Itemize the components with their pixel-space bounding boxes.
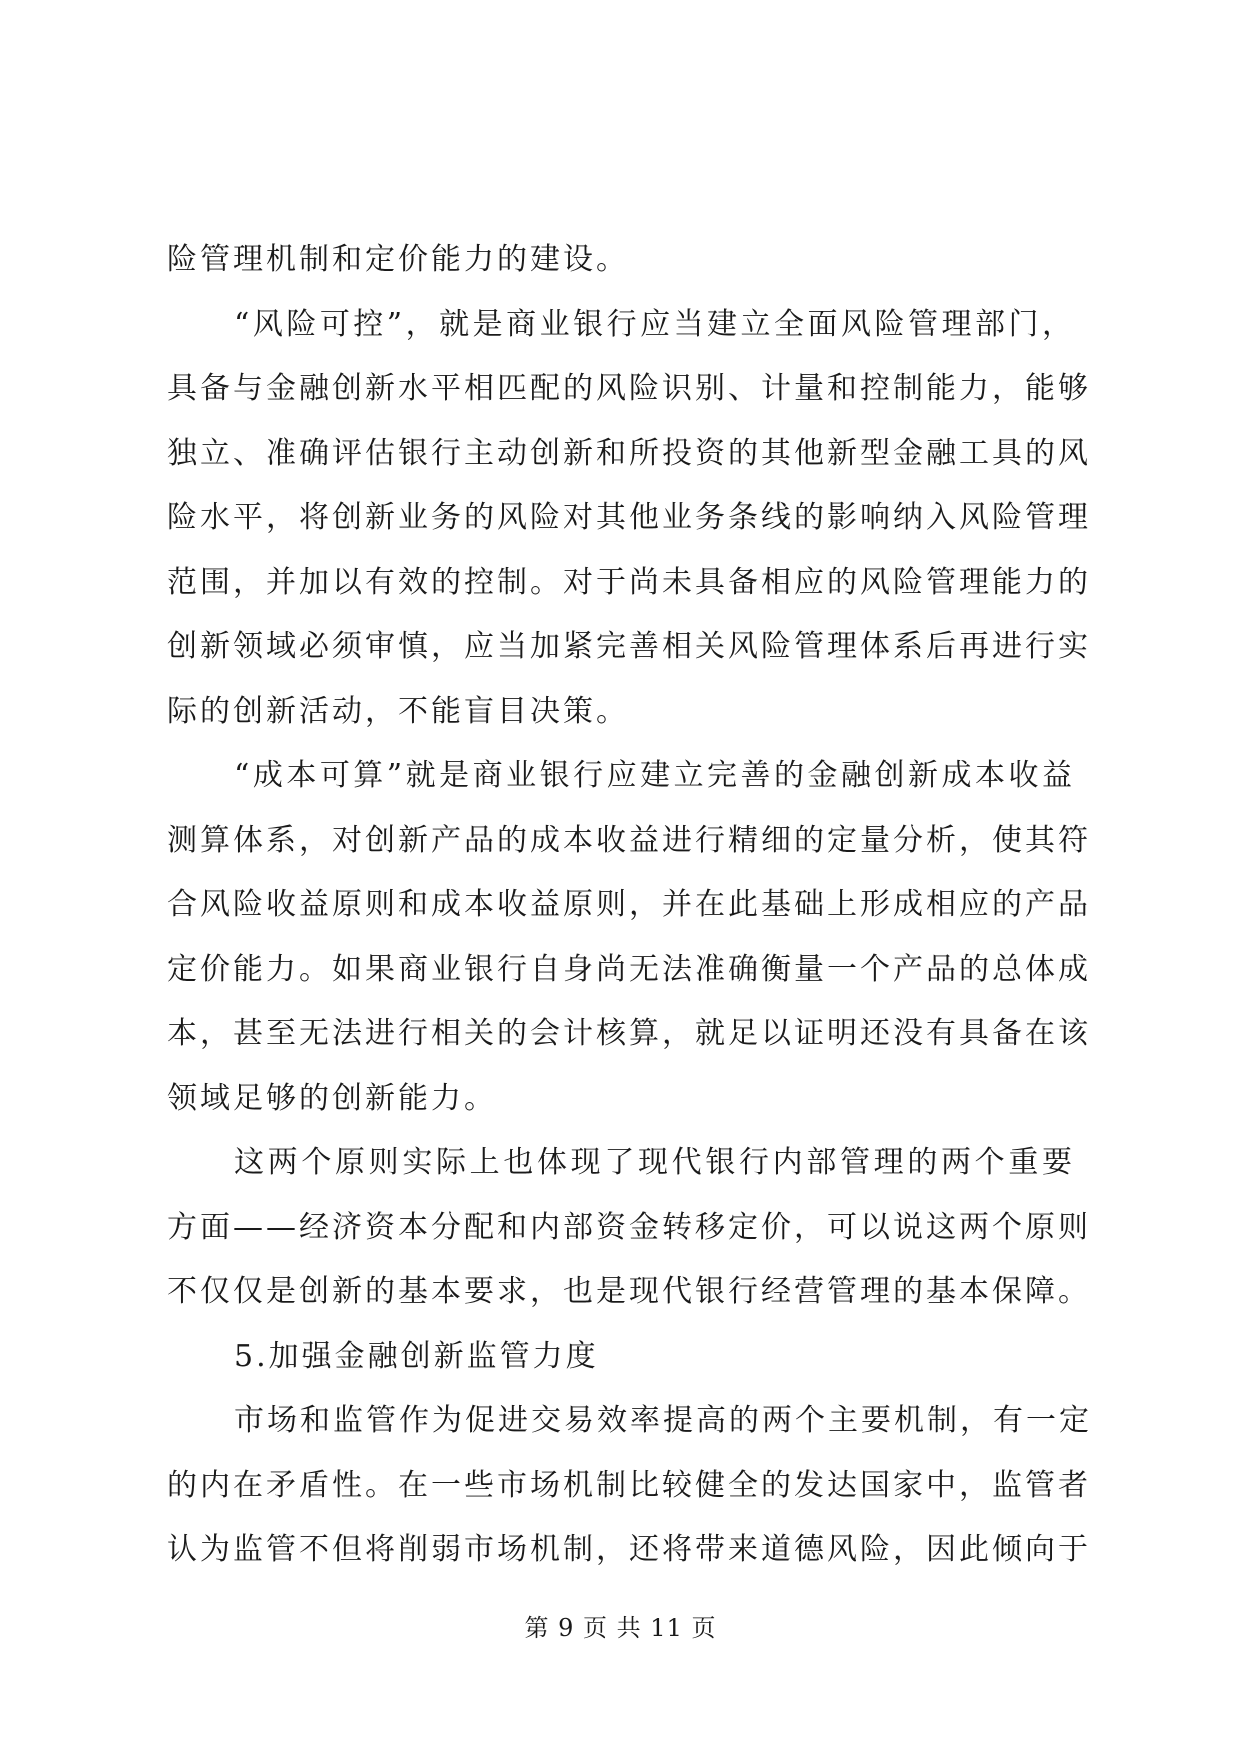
text-line: 创新领域必须审慎，应当加紧完善相关风险管理体系后再进行实: [167, 629, 1091, 664]
text-line: “风险可控”，就是商业银行应当建立全面风险管理部门，: [234, 306, 1075, 342]
text-line: 险水平，将创新业务的风险对其他业务条线的影响纳入风险管理: [167, 500, 1091, 535]
text-line: 市场和监管作为促进交易效率提高的两个主要机制，有一定: [234, 1403, 1092, 1438]
paragraph: [167, 293, 1091, 745]
text-line: 的内在矛盾性。在一些市场机制比较健全的发达国家中，监管者: [167, 1467, 1091, 1503]
text-line: 测算体系，对创新产品的成本收益进行精细的定量分析，使其符: [167, 822, 1091, 858]
text-line: 定价能力。如果商业银行自身尚无法准确衡量一个产品的总体成: [167, 951, 1091, 987]
paragraph: [167, 744, 1091, 1131]
text-line: 际的创新活动，不能盲目决策。: [167, 693, 629, 729]
text-line: 这两个原则实际上也体现了现代银行内部管理的两个重要: [234, 1145, 1075, 1180]
text-line: 方面——经济资本分配和内部资金转移定价，可以说这两个原则: [167, 1209, 1091, 1245]
paragraph: [167, 1389, 1092, 1583]
text-line: 具备与金融创新水平相匹配的风险识别、计量和控制能力，能够: [167, 371, 1091, 406]
text-line: 认为监管不但将削弱市场机制，还将带来道德风险，因此倾向于: [167, 1532, 1091, 1567]
text-line: 范围，并加以有效的控制。对于尚未具备相应的风险管理能力的: [167, 564, 1091, 600]
page-footer: 第 9 页 共 11 页: [524, 1614, 717, 1642]
text-line: 本，甚至无法进行相关的会计核算，就足以证明还没有具备在该: [167, 1016, 1091, 1051]
text-line: 独立、准确评估银行主动创新和所投资的其他新型金融工具的风: [167, 435, 1091, 471]
paragraph: [167, 1325, 1075, 1390]
text-line: 5.加强金融创新监管力度: [234, 1338, 599, 1374]
paragraph: [167, 228, 1075, 293]
text-line: 领域足够的创新能力。: [167, 1080, 497, 1116]
text-line: 不仅仅是创新的基本要求，也是现代银行经营管理的基本保障。: [167, 1274, 1091, 1309]
text-line: 合风险收益原则和成本收益原则，并在此基础上形成相应的产品: [167, 887, 1091, 922]
paragraph: [167, 1131, 1091, 1325]
document-body: [167, 228, 1092, 1583]
text-line: 险管理机制和定价能力的建设。: [167, 242, 629, 277]
text-line: “成本可算”就是商业银行应建立完善的金融创新成本收益: [234, 758, 1075, 793]
